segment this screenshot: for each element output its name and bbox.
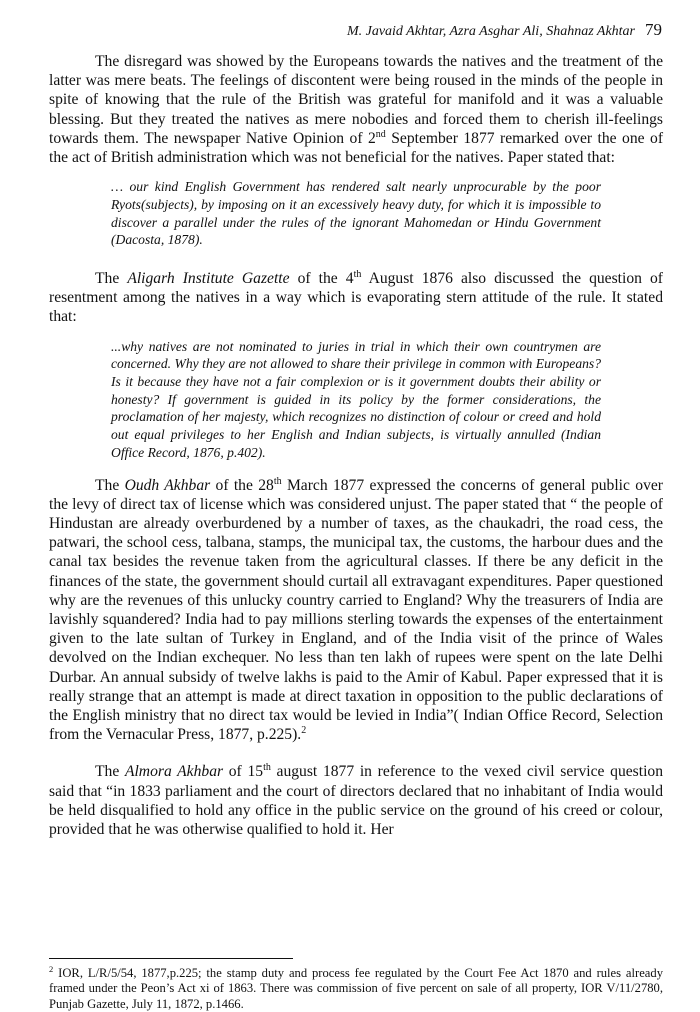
paragraph-2-text: The xyxy=(95,270,128,288)
block-quote-1: … our kind English Government has rendered salt nearly unprocurable by the poor Ryots(subjects), by imposing on it an excessively heavy duty, for which it is impossible to discover a parallel under the rules of the ignorant Mahomedan or Hindu Government (Dacosta, 1878). xyxy=(111,179,601,248)
paragraph-3-text-end: March 1877 expressed the concerns of general public over the levy of direct tax of license which was considered unjust. The paper stated that “ the people of Hindustan are already overburdened by a number of taxes, as the chaukadri, the road cess, the patwari, the school cess, talbana, stamps, the municipal tax, the customs, the harbour dues and the canal tax besides the revenue taken from the agricultural classes. If there be any deficit in the finances of the state, the government should curtail all extravagant expenditures. Paper questioned why are the revenues of this unlucky country carried to England? Why the treasurers of India are lavishly squandered? India had to pay millions sterling towards the expenses of the entertainment given to the late sultan of Turkey in England, and of the India visit of the prince of Wales devolved on the Indian exchequer. No less than ten lakh of rupees were spent on the late Delhi Durbar. An annual subsidy of twelve lakhs is paid to the Amir of Kabul. Paper expressed that it is really strange that an attempt is made at direct taxation in opposition to the public declarations of the English ministry that no direct tax would be levied in India”( Indian Office Record, Selection from the Vernacular Press, 1877, p.225). xyxy=(49,476,663,744)
paragraph-2 xyxy=(49,269,663,327)
paragraph-2-text-cont: of the 4 xyxy=(289,270,354,288)
footnote-marker[interactable]: 2 xyxy=(301,725,307,737)
superscript: nd xyxy=(375,128,386,140)
paragraph-3-text: The xyxy=(95,476,125,494)
footnote-2 xyxy=(49,963,663,1012)
paragraph-2-text-end: August 1876 also discussed the question of resentment among the natives in a way which is evaporating stern attitude of the rule. It stated that: xyxy=(49,270,663,326)
superscript: th xyxy=(263,762,271,774)
block-quote-2: ...why natives are not nominated to juries in trial in which their own countrymen are concerned. Why they are not allowed to share their privilege in common with Europeans? Is it because they have not a fair complexion or is it government doubts their ability or honesty? If government is guided in its policy by the former considerations, the proclamation of her majesty, which recognizes no distinction of colour or creed and hold out equal privileges to her English and Indian subjects, is virtually annulled (Indian Office Record, 1876, p.402). xyxy=(111,338,601,460)
footnote-divider xyxy=(49,958,293,959)
newspaper-title: Almora Akhbar xyxy=(124,763,224,781)
paragraph-4-text-cont: of 15 xyxy=(223,763,264,781)
paragraph-3 xyxy=(49,476,663,745)
paragraph-4-text-end: august 1877 in reference to the vexed civil service question said that “in 1833 parliament and the court of directors declared that no inhabitant of India would be held disqualified to hold any office in the public service on the ground of his creed or colour, provided that he was otherwise qualified to hold it. Her xyxy=(49,763,663,839)
paragraph-1-text-cont: September 1877 remarked over the one of the act of British administration which was not beneficial for the natives. Paper stated that: xyxy=(49,129,664,167)
main-text xyxy=(49,52,663,839)
paragraph-4 xyxy=(49,762,663,839)
newspaper-title: Oudh Akhbar xyxy=(124,476,211,494)
footnote-text: IOR, L/R/5/54, 1877,p.225; the stamp duty and process fee regulated by the Court Fee Act 1870 and rules already framed under the Peon’s Act xi of 1863. There was commission of five percent on sale of all property, IOR V/11/2780, Punjab Gazette, July 11, 1872, p.1466. xyxy=(49,966,663,1011)
superscript: th xyxy=(353,268,362,280)
footnote-number: 2 xyxy=(49,963,54,974)
running-header xyxy=(347,20,662,40)
header-authors: M. Javaid Akhtar, Azra Asghar Ali, Shahnaz Akhtar xyxy=(346,24,635,39)
paragraph-3-text-cont: of the 28 xyxy=(210,476,274,494)
paragraph-1-text: The disregard was showed by the Europeans towards the natives and the treatment of the latter was mere beats. The feelings of discontent were being roused in the minds of the people in spite of knowing that the rule of the British was grateful for manifold and it was a valuable blessing. But they treated the natives as mere nobodies and forced them to cherish ill-feelings towards them. The newspaper Native Opinion of 2 xyxy=(49,53,663,147)
newspaper-title: Aligarh Institute Gazette xyxy=(127,270,290,288)
superscript: th xyxy=(273,475,282,487)
paragraph-4-text: The xyxy=(95,763,125,781)
page-number: 79 xyxy=(645,20,662,39)
paragraph-1 xyxy=(49,52,663,167)
